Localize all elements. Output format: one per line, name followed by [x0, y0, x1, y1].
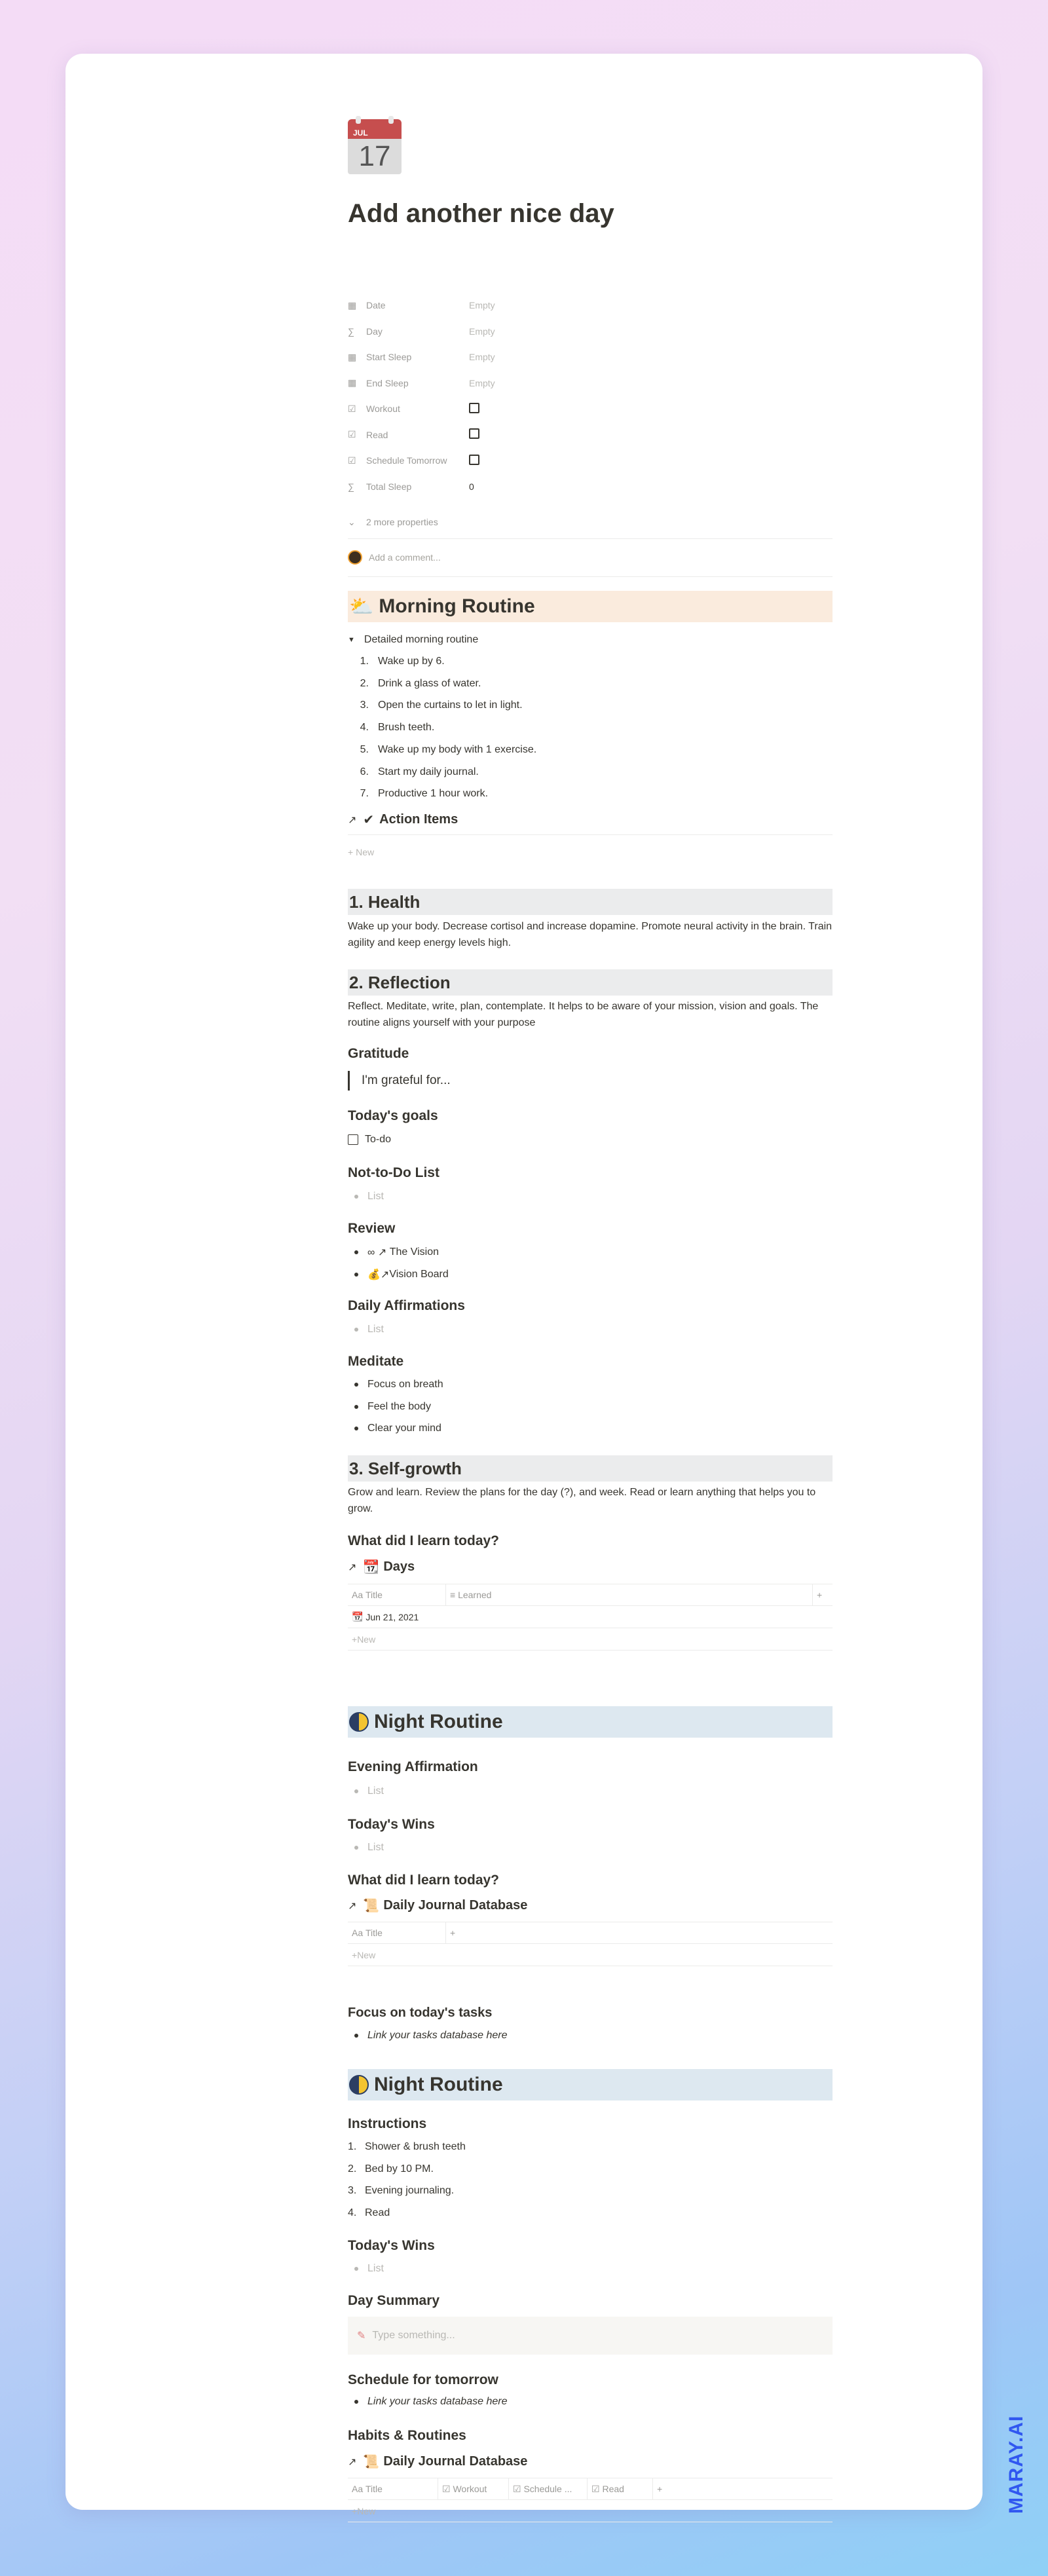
- text-icon: Aa: [352, 2484, 366, 2494]
- list-text: Read: [365, 2207, 390, 2219]
- focus-heading: Focus on today's tasks: [348, 2006, 493, 2020]
- page-card: [66, 54, 982, 2516]
- list-text: Productive 1 hour work.: [378, 788, 489, 800]
- gratitude-heading: Gratitude: [348, 1046, 409, 1061]
- night-routine-heading: [348, 1706, 833, 1738]
- list-item[interactable]: [348, 1842, 384, 1854]
- list-text: Shower & brush teeth: [365, 2141, 466, 2152]
- list-number: 2.: [360, 677, 369, 689]
- review-vision-link[interactable]: [348, 1246, 439, 1259]
- new-row-button[interactable]: + New: [348, 1628, 833, 1651]
- property-name: Day: [366, 326, 383, 337]
- col-title: Title: [365, 1590, 383, 1600]
- comment-placeholder: Add a comment...: [369, 552, 441, 563]
- schedule-heading: Schedule for tomorrow: [348, 2372, 498, 2387]
- lines-icon: ≡: [450, 1590, 458, 1600]
- list-item[interactable]: [348, 678, 481, 690]
- focus-item-text: Link your tasks database here: [367, 2030, 508, 2041]
- list-text: Open the curtains to let in light.: [378, 700, 523, 711]
- morning-heading-text: Morning Routine: [379, 595, 535, 617]
- read-column-header[interactable]: [588, 2478, 653, 2500]
- checkbox-icon: ☑: [513, 2483, 524, 2494]
- list-placeholder: List: [367, 1842, 384, 1853]
- property-value[interactable]: [469, 455, 479, 467]
- learn-heading: What did I learn today?: [348, 1533, 500, 1548]
- property-row[interactable]: [348, 422, 833, 448]
- list-text: Focus on breath: [367, 1379, 443, 1390]
- goals-heading: Today's goals: [348, 1108, 438, 1123]
- money-bag-icon: 💰↗: [367, 1269, 390, 1280]
- learned-column-header[interactable]: [446, 1584, 813, 1606]
- list-item[interactable]: [348, 1379, 443, 1391]
- list-number: 5.: [360, 743, 369, 755]
- calendar-icon: ▦: [348, 377, 357, 388]
- day-summary-heading: Day Summary: [348, 2293, 440, 2308]
- divider: [348, 538, 833, 539]
- list-item[interactable]: [348, 1191, 384, 1203]
- arrow-link-icon: ↗: [348, 2456, 357, 2468]
- list-text: Evening journaling.: [365, 2185, 455, 2197]
- list-item[interactable]: [348, 1785, 384, 1797]
- divider: [348, 834, 833, 835]
- col-title: Title: [365, 1928, 383, 1938]
- list-item[interactable]: [348, 2163, 434, 2175]
- list-number: 1.: [360, 656, 369, 667]
- arrow-link-icon: ↗: [348, 1900, 357, 1912]
- checkbox[interactable]: [348, 1134, 358, 1145]
- list-text: Bed by 10 PM.: [365, 2163, 434, 2175]
- add-column-button[interactable]: +: [450, 1928, 456, 1938]
- days-db-link[interactable]: [348, 1559, 415, 1575]
- page-title[interactable]: Add another nice day: [348, 199, 614, 228]
- review-vision-label: The Vision: [389, 1246, 440, 1258]
- schedule-item-text: Link your tasks database here: [367, 2396, 508, 2407]
- new-row-button[interactable]: + New: [348, 847, 375, 857]
- affirmations-heading: Daily Affirmations: [348, 1298, 465, 1313]
- checkbox[interactable]: [469, 428, 479, 439]
- property-name: Date: [366, 300, 386, 310]
- sigma-icon: ∑: [348, 481, 354, 492]
- reflection-heading: 2. Reflection: [348, 969, 833, 996]
- list-item[interactable]: [348, 1401, 431, 1413]
- list-text: Drink a glass of water.: [378, 677, 481, 689]
- list-placeholder: List: [367, 1324, 384, 1335]
- property-name: Total Sleep: [366, 481, 412, 492]
- list-number: 7.: [360, 788, 369, 800]
- toggle-label: Detailed morning routine: [364, 634, 479, 645]
- journal-db-label: Daily Journal Database: [383, 2454, 528, 2469]
- add-column-button[interactable]: +: [657, 2484, 663, 2494]
- list-text: Wake up by 6.: [378, 656, 445, 667]
- moon-icon: [349, 2075, 369, 2095]
- summary-placeholder: Type something...: [372, 2330, 455, 2341]
- list-number: 3.: [348, 2185, 357, 2197]
- night-heading-text: Night Routine: [374, 2074, 503, 2095]
- list-number: 4.: [360, 722, 369, 734]
- journal-table: [348, 1922, 833, 1966]
- property-value[interactable]: Empty: [469, 352, 495, 362]
- sun-cloud-icon: ⛅: [349, 595, 374, 618]
- list-item[interactable]: [348, 766, 479, 778]
- health-text: Wake up your body. Decrease cortisol and increase dopamine. Promote neural activity in the brain. Train agility and keep energy levels high.: [348, 921, 833, 948]
- arrow-link-icon: ↗: [348, 814, 357, 826]
- scroll-icon: 📜: [363, 1899, 380, 1913]
- property-name: Start Sleep: [366, 352, 412, 362]
- property-row[interactable]: [348, 370, 833, 396]
- list-number: 3.: [360, 700, 369, 711]
- list-item[interactable]: [348, 2263, 384, 2275]
- list-number: 2.: [348, 2163, 357, 2175]
- action-items-link[interactable]: [348, 812, 458, 828]
- list-item[interactable]: [348, 2207, 390, 2219]
- list-text: Clear your mind: [367, 1423, 441, 1434]
- list-item[interactable]: [348, 2141, 466, 2153]
- gratitude-quote[interactable]: I'm grateful for...: [348, 1071, 451, 1091]
- title-column-header[interactable]: [348, 1922, 446, 1944]
- property-row[interactable]: [348, 447, 833, 474]
- schedule-column-header[interactable]: [509, 2478, 588, 2500]
- journal-db-link[interactable]: [348, 2454, 527, 2470]
- habits-heading: Habits & Routines: [348, 2428, 466, 2443]
- night-heading-text: Night Routine: [374, 1711, 503, 1732]
- reflection-text: Reflect. Meditate, write, plan, contemplate. It helps to be aware of your mission, vision and goals. The routine aligns yourself with your purpose: [348, 1001, 819, 1028]
- property-value[interactable]: Empty: [469, 326, 495, 337]
- checkbox[interactable]: [469, 403, 479, 413]
- days-db-label: Days: [383, 1559, 415, 1574]
- list-text: Wake up my body with 1 exercise.: [378, 743, 537, 755]
- property-name: End Sleep: [366, 377, 409, 388]
- morning-routine-heading: [348, 591, 833, 622]
- list-number: 4.: [348, 2207, 357, 2219]
- list-item[interactable]: [348, 1423, 441, 1434]
- review-board-label: Vision Board: [389, 1269, 449, 1280]
- col-workout: Workout: [453, 2484, 487, 2494]
- property-value[interactable]: Empty: [469, 300, 495, 310]
- wins-heading: Today's Wins: [348, 1817, 435, 1832]
- text-icon: Aa: [352, 1928, 366, 1938]
- learn-heading: What did I learn today?: [348, 1873, 500, 1888]
- health-heading: 1. Health: [348, 889, 833, 915]
- list-item[interactable]: [348, 722, 434, 734]
- calendar-month: JUL: [353, 128, 368, 138]
- wins-heading: Today's Wins: [348, 2238, 435, 2253]
- divider: [348, 576, 833, 577]
- property-name: Schedule Tomorrow: [366, 455, 447, 466]
- new-label: New: [356, 847, 375, 857]
- calendar-icon: ▦: [348, 351, 357, 362]
- new-row-button[interactable]: + New: [348, 1944, 833, 1966]
- sigma-icon: ∑: [348, 326, 354, 337]
- list-text: Brush teeth.: [378, 722, 435, 734]
- title-column-header[interactable]: [348, 2478, 438, 2500]
- pencil-icon: ✎: [357, 2330, 366, 2342]
- not-to-do-heading: Not-to-Do List: [348, 1165, 440, 1180]
- triangle-down-icon: ▼: [348, 636, 355, 644]
- checkbox-icon: ☑: [348, 455, 356, 466]
- add-column-button[interactable]: +: [817, 1590, 823, 1600]
- list-placeholder: List: [367, 1191, 384, 1202]
- property-row[interactable]: [348, 318, 833, 345]
- property-row[interactable]: [348, 344, 833, 370]
- property-value[interactable]: Empty: [469, 377, 495, 388]
- brand-watermark: MARAY.AI: [1005, 2415, 1027, 2514]
- property-name: Workout: [366, 403, 400, 414]
- title-column-header[interactable]: [348, 1584, 446, 1606]
- new-label: New: [357, 2505, 376, 2516]
- checkbox-icon: ☑: [348, 429, 356, 439]
- comment-input[interactable]: [348, 550, 441, 565]
- growth-text: Grow and learn. Review the plans for the day (?), and week. Read or learn anything that helps you to grow.: [348, 1487, 816, 1514]
- list-number: 1.: [348, 2141, 357, 2152]
- more-properties-toggle[interactable]: [348, 509, 833, 535]
- detailed-morning-toggle[interactable]: [348, 634, 478, 646]
- todo-label: To-do: [365, 1134, 392, 1145]
- property-row[interactable]: [348, 474, 833, 500]
- list-item[interactable]: [348, 788, 488, 800]
- more-properties-label: 2 more properties: [366, 517, 438, 527]
- chevron-down-icon: ⌄: [348, 516, 356, 527]
- col-schedule: Schedule ...: [523, 2484, 572, 2494]
- text-icon: Aa: [352, 1590, 366, 1600]
- arrow-link-icon: ↗: [348, 1561, 357, 1573]
- meditate-heading: Meditate: [348, 1354, 404, 1369]
- row-title: Jun 21, 2021: [365, 1611, 419, 1622]
- list-placeholder: List: [367, 2263, 384, 2274]
- list-item[interactable]: [348, 656, 445, 667]
- calendar-icon: ▦: [348, 299, 357, 310]
- col-learned: Learned: [458, 1590, 492, 1600]
- calendar-day: 17: [348, 139, 402, 174]
- instructions-heading: Instructions: [348, 2116, 427, 2131]
- calendar-icon: 📆: [352, 1611, 366, 1622]
- property-row[interactable]: [348, 396, 833, 422]
- col-read: Read: [602, 2484, 624, 2494]
- checkbox-icon: ☑: [348, 403, 356, 414]
- new-label: New: [357, 1949, 376, 1960]
- day-summary-input[interactable]: [348, 2317, 833, 2355]
- new-row-button[interactable]: + New: [348, 2500, 833, 2522]
- table-row[interactable]: [348, 1606, 833, 1628]
- journal-db-label: Daily Journal Database: [383, 1898, 528, 1913]
- self-growth-heading: 3. Self-growth: [348, 1455, 833, 1482]
- list-number: 6.: [360, 766, 369, 777]
- evening-affirmation-heading: Evening Affirmation: [348, 1759, 478, 1774]
- habits-table: [348, 2478, 833, 2522]
- checkbox[interactable]: [469, 455, 479, 465]
- todo-item[interactable]: [348, 1134, 391, 1146]
- list-item[interactable]: [348, 1324, 384, 1335]
- property-name: Read: [366, 429, 388, 440]
- checkbox-icon: ☑: [442, 2483, 453, 2494]
- avatar: [348, 550, 362, 565]
- list-text: Feel the body: [367, 1400, 431, 1412]
- list-item[interactable]: [348, 744, 536, 756]
- list-placeholder: List: [367, 1785, 384, 1797]
- workout-column-header[interactable]: [438, 2478, 509, 2500]
- list-item[interactable]: [348, 2185, 454, 2197]
- property-value[interactable]: 0: [469, 481, 474, 492]
- journal-db-link[interactable]: [348, 1897, 527, 1914]
- night-routine-heading: [348, 2069, 833, 2100]
- action-items-label: Action Items: [379, 812, 458, 827]
- calendar-icon: 📆: [363, 1560, 380, 1575]
- property-row[interactable]: [348, 292, 833, 318]
- days-table: [348, 1584, 833, 1651]
- list-text: Start my daily journal.: [378, 766, 479, 777]
- checkmark-icon: ✔: [363, 813, 375, 827]
- infinity-icon: ∞ ↗: [367, 1247, 387, 1258]
- col-title: Title: [365, 2484, 383, 2494]
- new-label: New: [357, 1633, 376, 1645]
- property-value[interactable]: [469, 428, 479, 441]
- list-item[interactable]: [348, 700, 523, 711]
- checkbox-icon: ☑: [591, 2483, 603, 2494]
- list-item[interactable]: [348, 2030, 507, 2042]
- review-heading: Review: [348, 1221, 396, 1236]
- property-value[interactable]: [469, 403, 479, 415]
- moon-icon: [349, 1712, 369, 1732]
- calendar-icon[interactable]: [348, 119, 402, 174]
- review-board-link[interactable]: [348, 1268, 449, 1281]
- list-item[interactable]: [348, 2396, 507, 2408]
- scroll-icon: 📜: [363, 2455, 380, 2469]
